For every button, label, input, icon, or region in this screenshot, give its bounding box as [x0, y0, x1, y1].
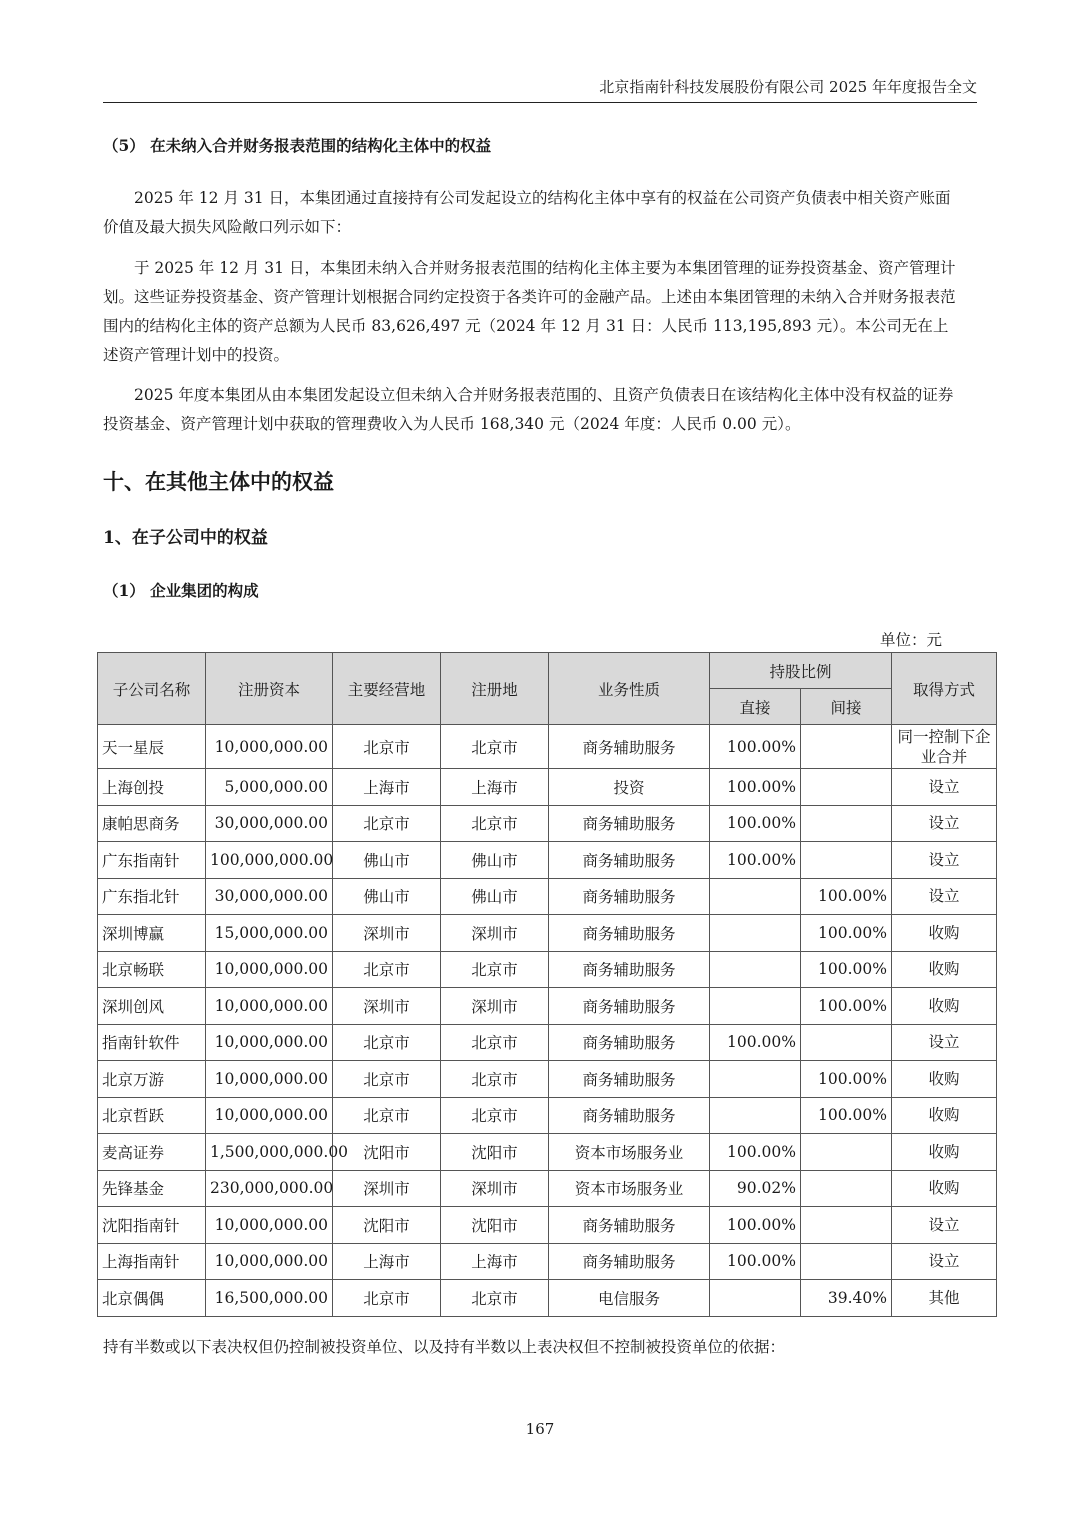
- cell-location: 北京市: [333, 1061, 441, 1098]
- section-5-paragraph-2: 于 2025 年 12 月 31 日，本集团未纳入合并财务报表范围的结构化主体主要为本集团管理的证券投资基金、资产管理计划。这些证券投资基金、资产管理计划根据合同约定投资于各类许可的金融产品。上述由本集团管理的未纳入合并财务报表范围内的结构化主体的资产总额为人民币 83,626,497 元（2024 年 12 月 31 日：人民币 113,195,893 元）。本公司无在上述资产管理计划中的投资。: [103, 259, 956, 364]
- cell-method: 设立: [892, 805, 997, 842]
- cell-method: 收购: [892, 1097, 997, 1134]
- cell-location: 佛山市: [333, 842, 441, 879]
- cell-name: 天一星辰: [98, 725, 206, 769]
- cell-registered: 北京市: [441, 725, 549, 769]
- cell-location: 深圳市: [333, 988, 441, 1025]
- cell-name: 深圳博赢: [98, 915, 206, 952]
- cell-method: 收购: [892, 951, 997, 988]
- cell-indirect: [801, 842, 892, 879]
- cell-name: 康帕思商务: [98, 805, 206, 842]
- cell-direct: 100.00%: [710, 805, 801, 842]
- cell-name: 上海指南针: [98, 1243, 206, 1280]
- cell-capital: 30,000,000.00: [206, 878, 333, 915]
- cell-method: 收购: [892, 1061, 997, 1098]
- cell-business: 商务辅助服务: [549, 1024, 710, 1061]
- cell-location: 北京市: [333, 725, 441, 769]
- cell-registered: 深圳市: [441, 1170, 549, 1207]
- cell-direct: 100.00%: [710, 769, 801, 806]
- cell-indirect: 100.00%: [801, 1097, 892, 1134]
- cell-method: 收购: [892, 1170, 997, 1207]
- cell-name: 指南针软件: [98, 1024, 206, 1061]
- subsidiary-table: [97, 652, 997, 1317]
- unit-label: 单位：元: [880, 631, 943, 649]
- cell-direct: [710, 988, 801, 1025]
- cell-business: 商务辅助服务: [549, 1207, 710, 1244]
- cell-indirect: 100.00%: [801, 1061, 892, 1098]
- header-registered: 注册地: [441, 653, 549, 725]
- table-row: [98, 1207, 997, 1244]
- cell-indirect: [801, 1134, 892, 1171]
- cell-name: 沈阳指南针: [98, 1207, 206, 1244]
- section-5-paragraph-3: 2025 年度本集团从由本集团发起设立但未纳入合并财务报表范围的、且资产负债表日在该结构化主体中没有权益的证券投资基金、资产管理计划中获取的管理费收入为人民币 168,340 元（2024 年度：人民币 0.00 元）。: [103, 386, 954, 433]
- page-header: 北京指南针科技发展股份有限公司 2025 年年度报告全文: [103, 76, 977, 103]
- cell-method: 收购: [892, 915, 997, 952]
- cell-method: 收购: [892, 1134, 997, 1171]
- cell-business: 商务辅助服务: [549, 725, 710, 769]
- cell-indirect: [801, 769, 892, 806]
- cell-indirect: [801, 1243, 892, 1280]
- cell-business: 电信服务: [549, 1280, 710, 1317]
- cell-name: 北京畅联: [98, 951, 206, 988]
- cell-indirect: 39.40%: [801, 1280, 892, 1317]
- cell-location: 佛山市: [333, 878, 441, 915]
- cell-direct: [710, 1280, 801, 1317]
- header-indirect: 间接: [801, 689, 892, 725]
- cell-capital: 10,000,000.00: [206, 1061, 333, 1098]
- cell-method: 设立: [892, 878, 997, 915]
- cell-capital: 5,000,000.00: [206, 769, 333, 806]
- cell-method: 设立: [892, 769, 997, 806]
- subsidiary-interest-title: 1、在子公司中的权益: [103, 528, 268, 548]
- table-row: [98, 1097, 997, 1134]
- cell-direct: 100.00%: [710, 1243, 801, 1280]
- cell-indirect: [801, 1170, 892, 1207]
- table-row: [98, 1024, 997, 1061]
- cell-business: 商务辅助服务: [549, 1243, 710, 1280]
- cell-business: 商务辅助服务: [549, 915, 710, 952]
- table-row: [98, 769, 997, 806]
- cell-registered: 上海市: [441, 769, 549, 806]
- cell-location: 北京市: [333, 1024, 441, 1061]
- page-number: 167: [525, 1420, 555, 1438]
- table-row: [98, 878, 997, 915]
- cell-location: 北京市: [333, 805, 441, 842]
- cell-capital: 10,000,000.00: [206, 1243, 333, 1280]
- cell-method: 其他: [892, 1280, 997, 1317]
- section-10-title: 十、在其他主体中的权益: [103, 469, 334, 494]
- header-method: 取得方式: [892, 653, 997, 725]
- cell-registered: 佛山市: [441, 878, 549, 915]
- cell-direct: [710, 951, 801, 988]
- cell-registered: 佛山市: [441, 842, 549, 879]
- cell-capital: 16,500,000.00: [206, 1280, 333, 1317]
- table-row: [98, 842, 997, 879]
- cell-name: 广东指北针: [98, 878, 206, 915]
- table-row: [98, 725, 997, 769]
- cell-capital: 10,000,000.00: [206, 951, 333, 988]
- cell-method: 设立: [892, 842, 997, 879]
- cell-capital: 10,000,000.00: [206, 1207, 333, 1244]
- cell-business: 商务辅助服务: [549, 878, 710, 915]
- cell-name: 广东指南针: [98, 842, 206, 879]
- cell-method: 设立: [892, 1207, 997, 1244]
- cell-registered: 深圳市: [441, 915, 549, 952]
- header-location: 主要经营地: [333, 653, 441, 725]
- cell-business: 商务辅助服务: [549, 1061, 710, 1098]
- cell-indirect: [801, 1024, 892, 1061]
- cell-capital: 1,500,000,000.00: [206, 1134, 333, 1171]
- cell-direct: [710, 1061, 801, 1098]
- group-composition-title: （1） 企业集团的构成: [103, 581, 259, 600]
- cell-indirect: 100.00%: [801, 878, 892, 915]
- cell-method: 同一控制下企业合并: [892, 725, 997, 769]
- header-business: 业务性质: [549, 653, 710, 725]
- cell-location: 北京市: [333, 951, 441, 988]
- cell-direct: 90.02%: [710, 1170, 801, 1207]
- table-row: [98, 805, 997, 842]
- cell-business: 商务辅助服务: [549, 988, 710, 1025]
- cell-business: 资本市场服务业: [549, 1134, 710, 1171]
- cell-business: 商务辅助服务: [549, 842, 710, 879]
- table-row: [98, 1134, 997, 1171]
- cell-location: 深圳市: [333, 1170, 441, 1207]
- header-holding: 持股比例: [710, 653, 892, 689]
- cell-direct: [710, 1097, 801, 1134]
- cell-capital: 10,000,000.00: [206, 1097, 333, 1134]
- cell-direct: 100.00%: [710, 1024, 801, 1061]
- cell-direct: 100.00%: [710, 842, 801, 879]
- cell-registered: 上海市: [441, 1243, 549, 1280]
- section-5-paragraph-1: 2025 年 12 月 31 日，本集团通过直接持有公司发起设立的结构化主体中享有的权益在公司资产负债表中相关资产账面价值及最大损失风险敞口列示如下：: [103, 189, 951, 236]
- cell-business: 资本市场服务业: [549, 1170, 710, 1207]
- cell-name: 深圳创风: [98, 988, 206, 1025]
- cell-business: 商务辅助服务: [549, 1097, 710, 1134]
- cell-capital: 100,000,000.00: [206, 842, 333, 879]
- control-basis-note: 持有半数或以下表决权但仍控制被投资单位、以及持有半数以上表决权但不控制被投资单位的依据：: [103, 1338, 786, 1356]
- cell-direct: 100.00%: [710, 1207, 801, 1244]
- cell-capital: 15,000,000.00: [206, 915, 333, 952]
- cell-indirect: [801, 725, 892, 769]
- cell-business: 商务辅助服务: [549, 805, 710, 842]
- cell-name: 上海创投: [98, 769, 206, 806]
- table-row: [98, 1280, 997, 1317]
- cell-location: 上海市: [333, 769, 441, 806]
- table-row: [98, 988, 997, 1025]
- cell-indirect: [801, 805, 892, 842]
- cell-direct: 100.00%: [710, 725, 801, 769]
- cell-registered: 沈阳市: [441, 1207, 549, 1244]
- cell-location: 上海市: [333, 1243, 441, 1280]
- cell-business: 投资: [549, 769, 710, 806]
- cell-name: 先锋基金: [98, 1170, 206, 1207]
- cell-method: 收购: [892, 988, 997, 1025]
- cell-name: 北京哲跃: [98, 1097, 206, 1134]
- table-row: [98, 1243, 997, 1280]
- cell-capital: 10,000,000.00: [206, 725, 333, 769]
- cell-direct: 100.00%: [710, 1134, 801, 1171]
- cell-registered: 北京市: [441, 951, 549, 988]
- cell-registered: 沈阳市: [441, 1134, 549, 1171]
- cell-capital: 10,000,000.00: [206, 1024, 333, 1061]
- cell-direct: [710, 915, 801, 952]
- cell-registered: 深圳市: [441, 988, 549, 1025]
- cell-name: 北京万游: [98, 1061, 206, 1098]
- header-capital: 注册资本: [206, 653, 333, 725]
- cell-indirect: 100.00%: [801, 988, 892, 1025]
- cell-capital: 230,000,000.00: [206, 1170, 333, 1207]
- cell-location: 北京市: [333, 1280, 441, 1317]
- cell-capital: 30,000,000.00: [206, 805, 333, 842]
- table-row: [98, 951, 997, 988]
- cell-name: 麦高证券: [98, 1134, 206, 1171]
- table-body: [98, 725, 997, 1317]
- cell-registered: 北京市: [441, 1097, 549, 1134]
- cell-indirect: [801, 1207, 892, 1244]
- cell-indirect: 100.00%: [801, 951, 892, 988]
- cell-capital: 10,000,000.00: [206, 988, 333, 1025]
- cell-method: 设立: [892, 1243, 997, 1280]
- header-name: 子公司名称: [98, 653, 206, 725]
- cell-location: 北京市: [333, 1097, 441, 1134]
- section-5-title: （5） 在未纳入合并财务报表范围的结构化主体中的权益: [103, 136, 492, 155]
- cell-direct: [710, 878, 801, 915]
- header-direct: 直接: [710, 689, 801, 725]
- cell-name: 北京偶偶: [98, 1280, 206, 1317]
- table-row: [98, 1170, 997, 1207]
- cell-location: 深圳市: [333, 915, 441, 952]
- cell-registered: 北京市: [441, 805, 549, 842]
- cell-indirect: 100.00%: [801, 915, 892, 952]
- cell-registered: 北京市: [441, 1280, 549, 1317]
- table-row: [98, 915, 997, 952]
- cell-location: 沈阳市: [333, 1207, 441, 1244]
- cell-location: 沈阳市: [333, 1134, 441, 1171]
- cell-method: 设立: [892, 1024, 997, 1061]
- cell-registered: 北京市: [441, 1024, 549, 1061]
- cell-business: 商务辅助服务: [549, 951, 710, 988]
- table-row: [98, 1061, 997, 1098]
- cell-registered: 北京市: [441, 1061, 549, 1098]
